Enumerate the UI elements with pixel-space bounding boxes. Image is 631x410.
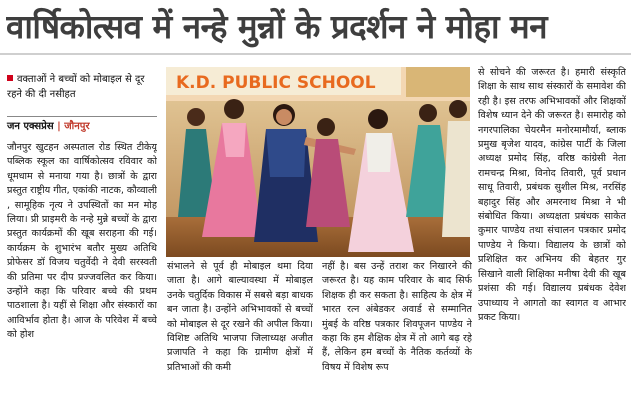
dancing-children-photo <box>166 67 470 257</box>
headline-divider <box>0 53 631 55</box>
subheadline <box>7 72 155 102</box>
subheadline-text: वक्ताओं ने बच्चों को मोबाइल से दूर रहने की दी नसीहत <box>7 74 145 100</box>
bullet-square-icon <box>7 75 13 81</box>
article-column-3: नहीं है। बस उन्हें तराश कर निखारने की जरूरत है। यह काम परिवार के बाद सिर्फ शिक्षक ही कर सकता है। साहित्य के क्षेत्र में भारत रत्न अंबेडकर अवार्ड से सम्मानित मुंबई के वरिष्ठ पत्रकार शिवपूजन पाण्डेय ने कहा कि हम शैक्षिक क्षेत्र में तो आगे बढ़ रहे हैं, लेकिन हम बच्चों के नैतिक कर्तव्यों के विषय में विशेष रूप <box>322 261 472 373</box>
byline-agency: जन एक्सप्रेस <box>7 121 54 132</box>
school-banner-text: K.D. PUBLIC SCHOOL <box>176 73 376 93</box>
byline-city: जौनपुर <box>64 121 90 132</box>
headline: वार्षिकोत्सव में नन्हे मुन्नों के प्रदर्शन ने मोहा मन <box>6 7 548 46</box>
article-column-1: जौनपुर खुटहन अस्पताल रोड स्थित टीकेयू पब्लिक स्कूल का वार्षिकोत्सव रविवार को धूमधाम से मनाया गया है। छात्रों के द्वारा प्रस्तुत राष्ट्रीय गीत, एकांकी नाटक, कौव्वाली , सामूहिक नृत्य ने उपस्थितों का मन मोह लिया। प्री प्राइमरी के नन्हे मुन्ने बच्चों के द्वारा प्रस्तुत कार्यक्रमों की खूब सराहना की गई। कार्यक्रम के शुभारंभ बतौर मुख्य अतिथि प्रोफेसर डॉ विजय चतुर्वेदी ने देवी सरस्वती की प्रतिमा पर दीप प्रज्जवलित कर किया। उन्होंने कहा कि परिवार बच्चे की प्रथम पाठशाला है। यहीं से शिक्षा और संस्कारों का आविर्भाव होता है। आज के परिवेश में बच्चे को होश <box>7 142 157 341</box>
article-column-2: संभालने से पूर्व ही मोबाइल थमा दिया जाता है। आगे बाल्यावस्था में मोबाइल उनके चतुर्दिक विकास में सबसे बड़ा बाधक बन जाता है। उन्होंने अभिभावकों से बच्चों को मोबाइल से दूर रखने की अपील किया। विशिष्ट अतिथि भाजपा जिलाध्यक्ष अजीत प्रजापति ने कहा कि ग्रामीण क्षेत्रों में प्रतिभाओं की कमी <box>167 261 313 373</box>
article-column-4: से सोचने की जरूरत है। हमारी संस्कृति शिक्षा के साथ साथ संस्कारों के समावेश की रही है। इस तरफ अभिभावकों और शिक्षकों विशेष ध्यान देने की जरूरत है। समारोह को नगरपालिका चेयरमैन मनोरमामौर्या, ब्लाक प्रमुख बृजेश यादव, कांग्रेस पार्टी के जिला अध्यक्ष प्रमोद सिंह, वरिष्ठ कांग्रेसी नेता रामचन्द्र मिश्रा, विनोद तिवारी, पूर्व प्रधान साधू तिवारी, प्रबंधक सुशील मिश्र, नरसिंह बहादुर सिंह और अमरनाथ मिश्रा ने भी संबोधित किया। अध्यक्षता प्रबंधक साकेत कुमार पाण्डेय तथा संचालन पत्रकार प्रमोद पाण्डेय ने किया। विद्यालय के छात्रों को प्रशिक्षित कर अभिनय की बेहतर गुर सिखाने वाली शिक्षिका मनीषा देवी की खूब प्रशंसा की गई। विद्यालय प्रबंधक देवेश उपाध्याय ने आगतो का स्वागत व आभार प्रकट किया। <box>478 67 626 323</box>
byline <box>7 116 157 135</box>
byline-separator: | <box>53 121 65 132</box>
news-photo <box>166 67 470 257</box>
school-banner <box>166 67 401 95</box>
